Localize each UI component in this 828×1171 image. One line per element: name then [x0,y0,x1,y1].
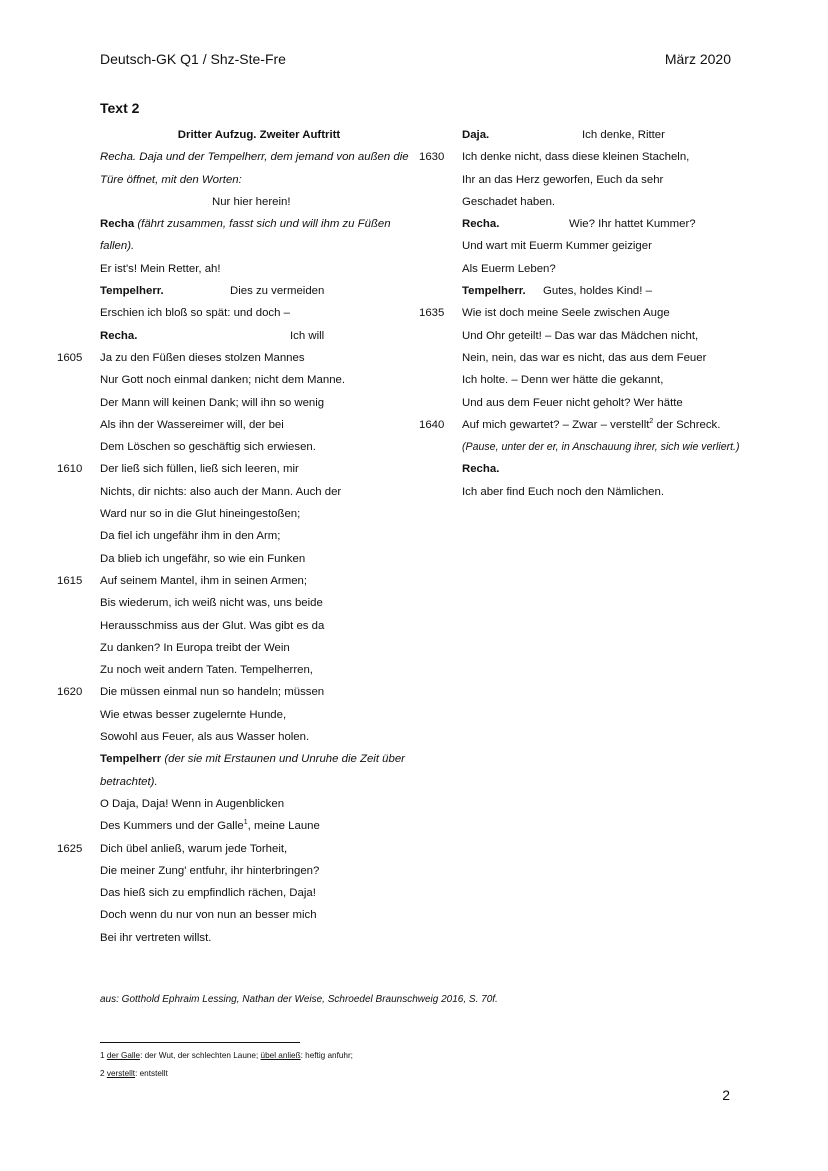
speaker-line [100,213,410,235]
verse-line: Erschien ich bloß so spät: und doch – [100,307,290,320]
verse-line: Bei ihr vertreten willst. [100,931,212,944]
verse-line: Er ist's! Mein Retter, ah! [100,262,221,275]
line-number: 1625 [57,842,83,855]
verse-line: Doch wenn du nur von nun an besser mich [100,909,317,922]
verse-text: Wie? Ihr hattet Kummer? [569,218,696,231]
text-title: Text 2 [100,100,140,116]
speaker-recha: Recha. [100,329,138,342]
verse-line: Ich aber find Euch noch den Nämlichen. [462,485,664,498]
verse-line: Zu danken? In Europa treibt der Wein [100,641,290,654]
stage-direction: betrachtet). [100,775,158,788]
stage-direction: (fährt zusammen, fasst sich und will ihm zu Füßen [134,218,391,231]
footnote-1: 1 der Galle: der Wut, der schlechten Laune; übel anließ: heftig anfuhr; [100,1051,353,1060]
speaker-daja: Daja. [462,129,490,141]
verse-line: Ward nur so in die Glut hineingestoßen; [100,508,301,521]
verse-line: Nur Gott noch einmal danken; nicht dem Manne. [100,374,346,387]
speaker-line [100,325,410,347]
verse-line: Das hieß sich zu empfindlich rächen, Daja! [100,887,316,900]
verse-line: Und aus dem Feuer nicht geholt? Wer hätte [462,396,683,409]
verse-line: Der Mann will keinen Dank; will ihn so wenig [100,396,325,409]
speaker-line [100,748,410,770]
stage-direction: (der sie mit Erstaunen und Unruhe die Zeit über [161,753,405,766]
line-number: 1610 [57,463,83,476]
verse-line: 1635 Wie ist doch meine Seele zwischen Auge [462,302,772,324]
line-number: 1635 [419,307,445,320]
verse-line: 1640 Auf mich gewartet? – Zwar – verstellt$^2$ der Schreck. [462,414,772,436]
scene-title: Dritter Aufzug. Zweiter Auftritt [177,129,341,141]
speaker-recha: Recha. [462,463,500,476]
verse-line: Nur hier herein! [212,195,291,208]
verse-line: Nein, nein, das war es nicht, das aus dem Feuer [462,351,707,364]
speaker-line [462,213,772,235]
verse-line: Des Kummers und der Galle$^1$, meine Laune [100,819,320,833]
speaker-tempelherr: Tempelherr. [462,285,526,298]
verse-line: Und Ohr geteilt! – Das war das Mädchen nicht, [462,329,699,342]
line-number: 1630 [419,151,445,164]
speaker-recha: Recha. [462,218,500,231]
verse-text: Ich will [290,329,325,342]
header-left: Deutsch-GK Q1 / Shz-Ste-Fre [100,51,286,67]
line-number: 1640 [419,418,445,431]
verse-line: 1605 Ja zu den Füßen dieses stolzen Mannes [100,347,410,369]
verse-line: O Daja, Daja! Wenn in Augenblicken [100,797,285,810]
line-number: 1620 [57,686,83,699]
verse-text: Gutes, holdes Kind! – [543,285,652,298]
speaker-tempelherr: Tempelherr [100,753,162,766]
verse-line: Bis wiederum, ich weiß nicht was, uns beide [100,597,323,610]
stage-direction: Türe öffnet, mit den Worten: [100,173,242,186]
stage-direction: fallen). [100,240,135,253]
stage-direction: Recha. Daja und der Tempelherr, dem jemand von außen die [100,151,409,164]
footnote-divider [100,1042,300,1043]
verse-line: 1625 Dich übel anließ, warum jede Torheit, [100,838,410,860]
speaker-line [100,280,410,302]
verse-line: Da blieb ich ungefähr, so wie ein Funken [100,552,306,565]
verse-line: Wie etwas besser zugelernte Hunde, [100,708,287,721]
footnote-ref: 1 [243,819,248,827]
speaker-tempelherr: Tempelherr. [100,285,164,298]
verse-line: Zu noch weit andern Taten. Tempelherren, [100,664,313,677]
verse-line: Die meiner Zung' entfuhr, ihr hinterbringen? [100,864,320,877]
verse-line: 1620 Die müssen einmal nun so handeln; müssen [100,681,410,703]
verse-line: Und wart mit Euerm Kummer geiziger [462,240,652,253]
speaker-line [462,280,772,302]
verse-line: Sowohl aus Feuer, als aus Wasser holen. [100,731,310,744]
stage-direction: (Pause, unter der er, in Anschauung ihrer, sich wie verliert.) [462,441,740,454]
left-column [57,124,410,949]
right-column [419,124,772,503]
verse-line: Ich holte. – Denn wer hätte die gekannt, [462,374,664,387]
verse-line: 1610 Der ließ sich füllen, ließ sich leeren, mir [100,458,410,480]
verse-line: Da fiel ich ungefähr ihm in den Arm; [100,530,281,543]
footnote-ref: 2 [649,418,654,426]
verse-line: Nichts, dir nichts: also auch der Mann. Auch der [100,485,342,498]
header-date: März 2020 [664,51,731,67]
verse-line: 1630 Ich denke nicht, dass diese kleinen Stacheln, [462,146,772,168]
source-citation: aus: Gotthold Ephraim Lessing, Nathan der Weise, Schroedel Braunschweig 2016, S. 70f. [100,994,498,1005]
footnote-2: 2 verstellt: entstellt [100,1069,168,1078]
line-number: 1605 [57,351,83,364]
speaker-line [462,124,772,146]
verse-line: Als ihn der Wassereimer will, der bei [100,418,284,431]
verse-text: Dies zu vermeiden [230,285,325,298]
line-number: 1615 [57,574,83,587]
page-number: 2 [722,1087,730,1103]
verse-line: Herausschmiss aus der Glut. Was gibt es da [100,619,325,632]
verse-line: Dem Löschen so geschäftig sich erwiesen. [100,441,316,454]
verse-line: Geschadet haben. [462,195,556,208]
verse-line: Ihr an das Herz geworfen, Euch da sehr [462,173,664,186]
verse-text: Ich denke, Ritter [582,129,665,141]
verse-line: 1615 Auf seinem Mantel, ihm in seinen Armen; [100,570,410,592]
verse-line: Als Euerm Leben? [462,262,556,275]
speaker-recha: Recha [100,218,135,231]
